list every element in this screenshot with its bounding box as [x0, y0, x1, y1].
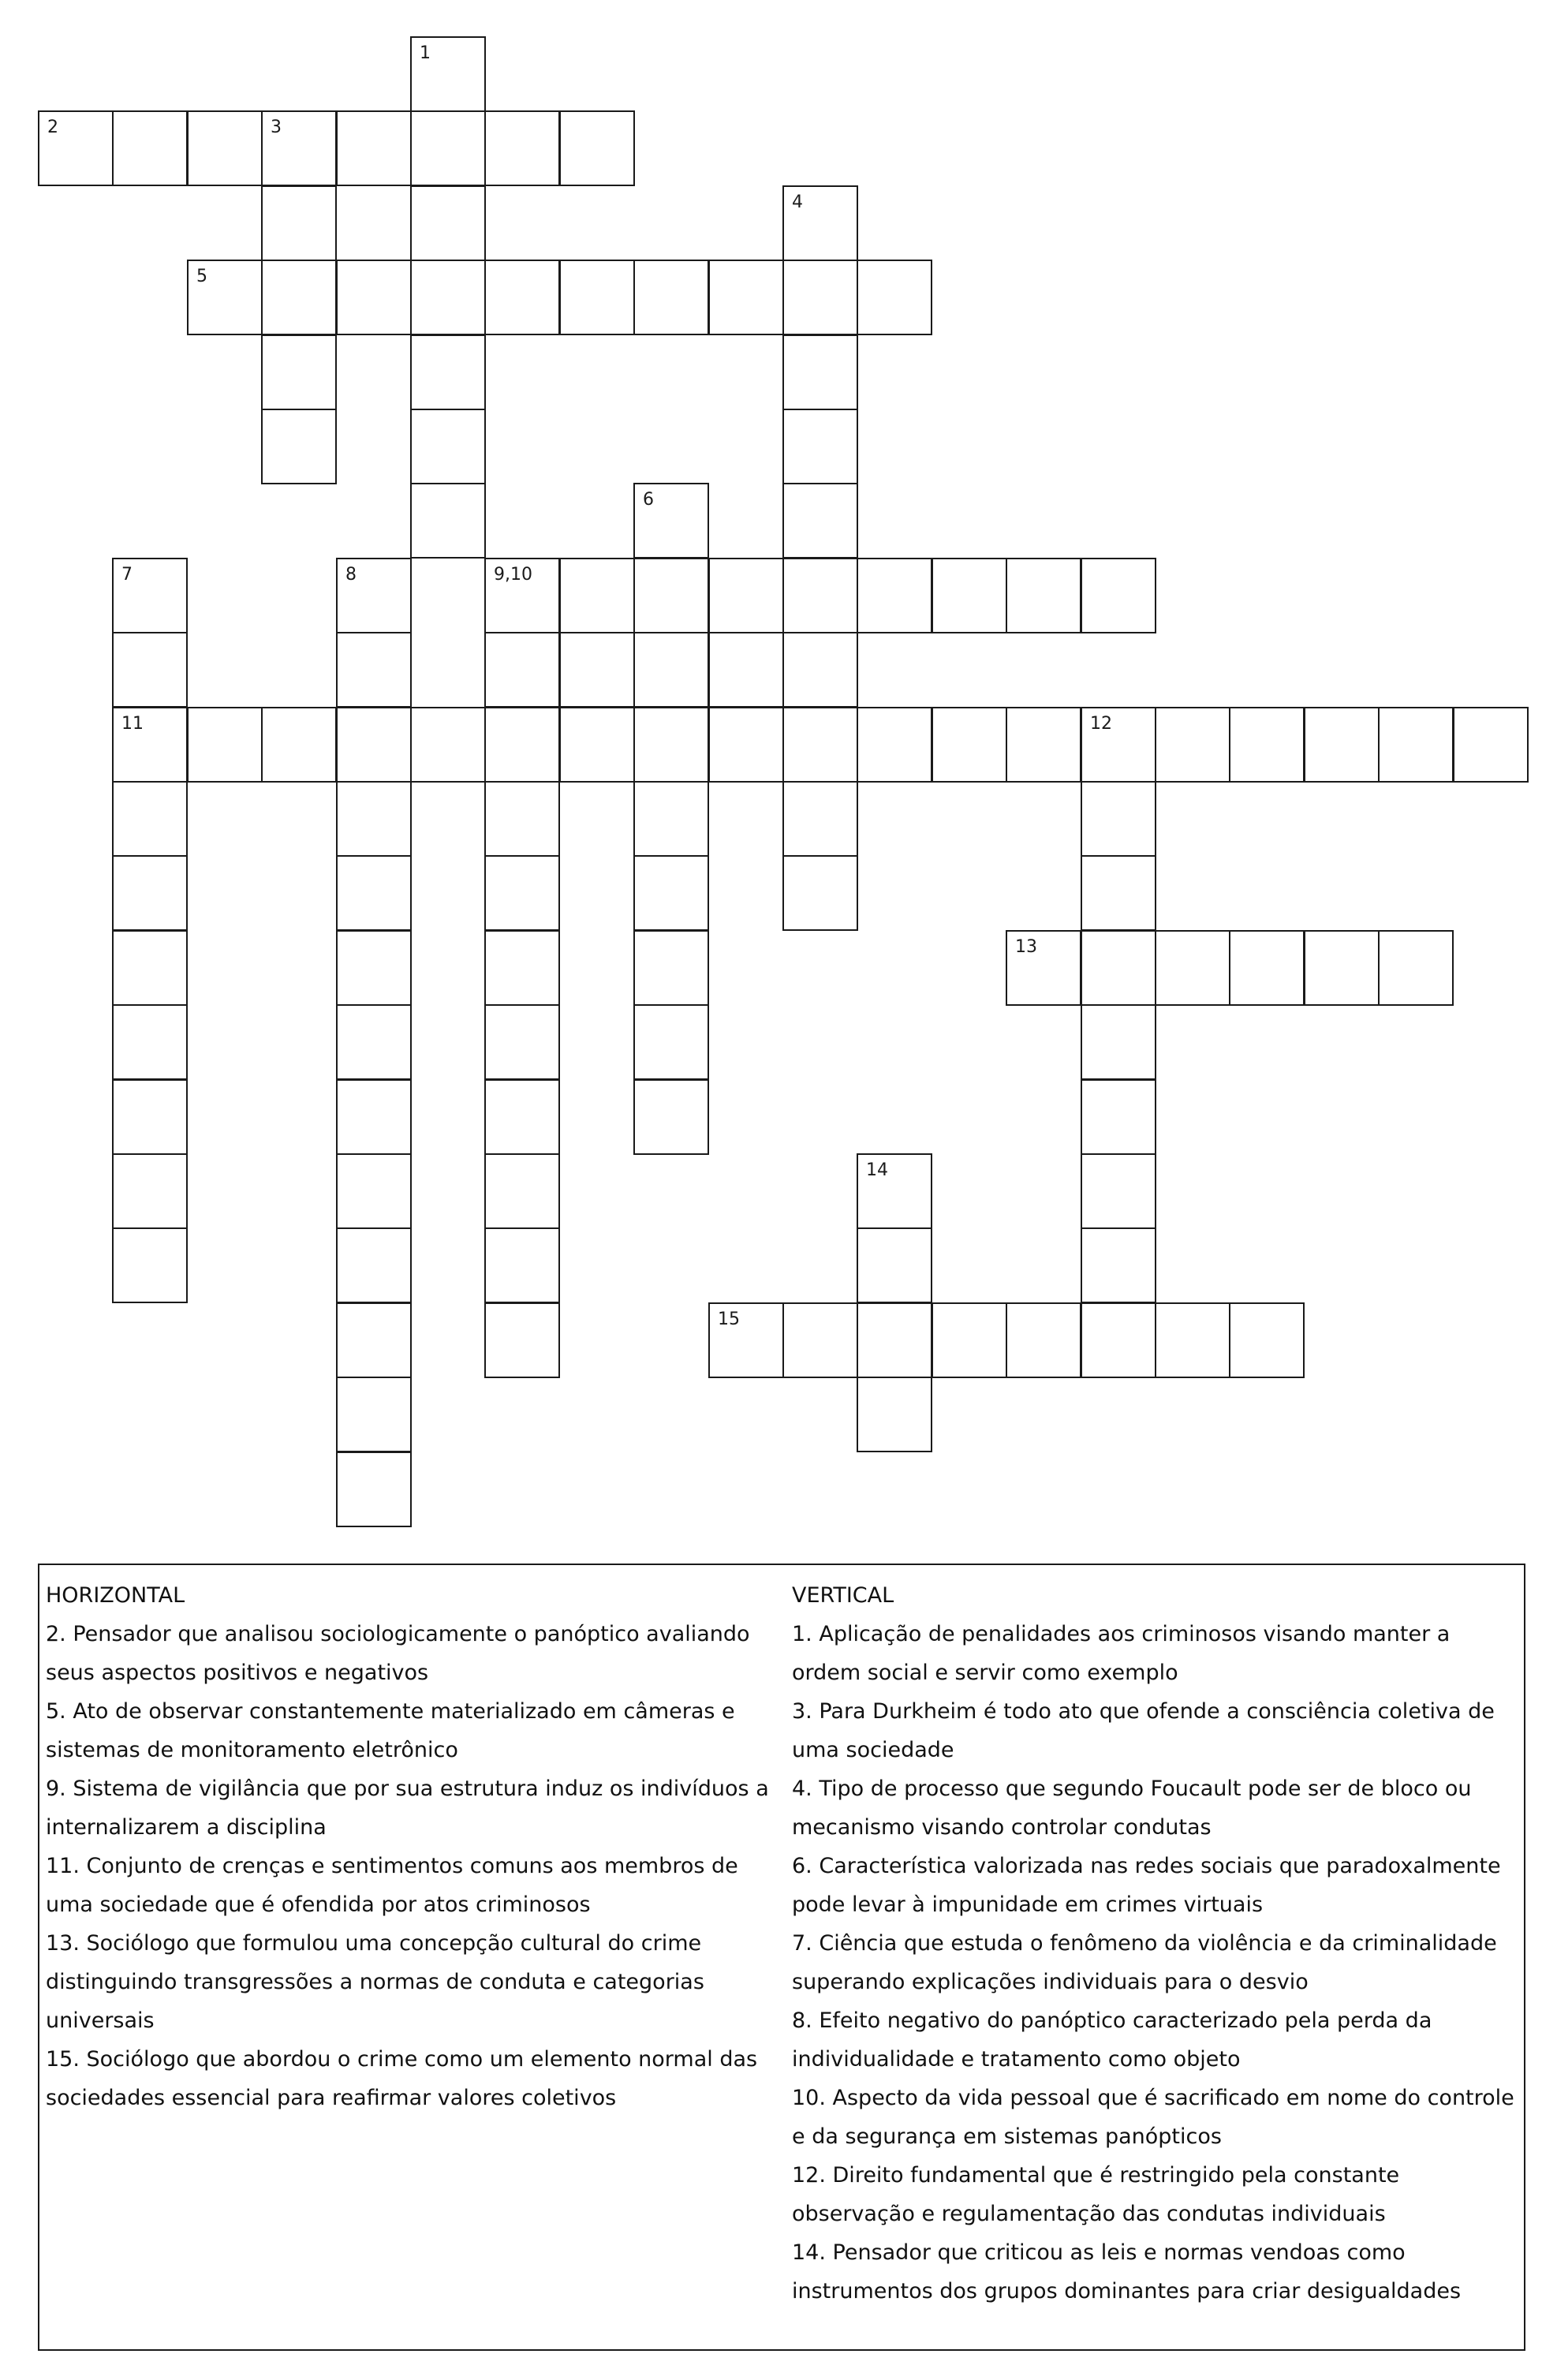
grid-cell[interactable] [410, 409, 486, 484]
clue-v-1: 1. Aplicação de penalidades aos criminosos visando manter a ordem social e servir como exemplo [792, 1622, 1451, 1685]
grid-cell[interactable] [708, 558, 784, 633]
grid-cell[interactable] [1006, 930, 1081, 1006]
grid-cell[interactable] [261, 707, 337, 783]
grid-cell[interactable] [559, 632, 635, 708]
grid-cell[interactable] [708, 707, 784, 783]
clue-number: 4 [792, 192, 803, 212]
grid-cell[interactable] [1453, 707, 1529, 783]
grid-cell[interactable] [782, 334, 858, 410]
grid-cell[interactable] [782, 781, 858, 857]
grid-cell[interactable] [261, 334, 337, 410]
grid-cell[interactable] [410, 260, 486, 335]
grid-cell[interactable] [1378, 707, 1454, 783]
grid-cell[interactable] [112, 855, 188, 931]
grid-cell[interactable] [1081, 1227, 1156, 1303]
clue-v-10: 10. Aspecto da vida pessoal que é sacrificado em nome do controle e da segurança em sistemas panópticos [792, 2086, 1514, 2149]
grid-cell[interactable] [1081, 707, 1156, 783]
grid-cell[interactable] [857, 260, 932, 335]
grid-cell[interactable] [484, 1079, 560, 1155]
grid-cell[interactable] [484, 781, 560, 857]
grid-cell[interactable] [559, 110, 635, 186]
grid-cell[interactable] [187, 110, 263, 186]
clue-v-14: 14. Pensador que criticou as leis e normas vendoas como instrumentos dos grupos dominantes para criar desigualdades [792, 2240, 1462, 2303]
grid-cell[interactable] [782, 185, 858, 261]
grid-cell[interactable] [410, 110, 486, 186]
grid-cell[interactable] [932, 558, 1007, 633]
grid-cell[interactable] [484, 1302, 560, 1378]
grid-cell[interactable] [261, 110, 337, 186]
grid-cell[interactable] [1081, 1004, 1156, 1080]
grid-cell[interactable] [559, 260, 635, 335]
grid-cell[interactable] [484, 930, 560, 1006]
clue-number: 14 [866, 1160, 888, 1180]
clue-h-2: 2. Pensador que analisou sociologicamente o panóptico avaliando seus aspectos positivos e negativos [46, 1622, 750, 1685]
grid-cell[interactable] [633, 1079, 709, 1155]
grid-cell[interactable] [484, 1004, 560, 1080]
grid-cell[interactable] [336, 1079, 412, 1155]
grid-cell[interactable] [261, 185, 337, 261]
grid-cell[interactable] [633, 483, 709, 559]
grid-cell[interactable] [112, 558, 188, 633]
grid-cell[interactable] [559, 558, 635, 633]
clue-h-5: 5. Ato de observar constantemente materializado em câmeras e sistemas de monitoramento eletrônico [46, 1699, 735, 1762]
grid-cell[interactable] [1006, 707, 1081, 783]
clue-number: 8 [345, 565, 357, 585]
grid-cell[interactable] [633, 558, 709, 633]
grid-cell[interactable] [336, 1153, 412, 1229]
grid-cell[interactable] [633, 855, 709, 931]
grid-cell[interactable] [1229, 930, 1305, 1006]
grid-cell[interactable] [112, 1153, 188, 1229]
grid-cell[interactable] [410, 483, 486, 559]
grid-cell[interactable] [336, 930, 412, 1006]
clue-h-13: 13. Sociólogo que formulou uma concepção cultural do crime distinguindo transgressões a normas de conduta e categorias universais [46, 1931, 704, 2033]
clue-number: 5 [196, 267, 207, 286]
grid-cell[interactable] [782, 409, 858, 484]
clues-box [38, 1564, 1525, 2351]
grid-cell[interactable] [112, 930, 188, 1006]
grid-cell[interactable] [633, 260, 709, 335]
grid-cell[interactable] [708, 260, 784, 335]
grid-cell[interactable] [782, 855, 858, 931]
clue-number: 9,10 [494, 565, 532, 585]
grid-cell[interactable] [857, 1302, 932, 1378]
grid-cell[interactable] [410, 185, 486, 261]
vertical-clues-column [792, 1576, 1525, 2311]
grid-cell[interactable] [336, 707, 412, 783]
clue-number: 12 [1090, 714, 1112, 734]
grid-cell[interactable] [782, 632, 858, 708]
grid-cell[interactable] [857, 558, 932, 633]
grid-cell[interactable] [484, 110, 560, 186]
clue-v-4: 4. Tipo de processo que segundo Foucault pode ser de bloco ou mecanismo visando controlar condutas [792, 1777, 1472, 1840]
grid-cell[interactable] [1378, 930, 1454, 1006]
grid-cell[interactable] [633, 1004, 709, 1080]
grid-cell[interactable] [1081, 855, 1156, 931]
grid-cell[interactable] [1006, 1302, 1081, 1378]
grid-cell[interactable] [112, 707, 188, 783]
clue-number: 6 [643, 490, 654, 510]
grid-cell[interactable] [782, 1302, 858, 1378]
grid-cell[interactable] [484, 1153, 560, 1229]
grid-cell[interactable] [484, 260, 560, 335]
grid-cell[interactable] [336, 260, 412, 335]
grid-cell[interactable] [112, 781, 188, 857]
grid-cell[interactable] [932, 1302, 1007, 1378]
grid-cell[interactable] [1155, 1302, 1230, 1378]
grid-cell[interactable] [336, 1227, 412, 1303]
grid-cell[interactable] [261, 409, 337, 484]
grid-cell[interactable] [112, 1227, 188, 1303]
clue-number: 15 [718, 1310, 740, 1329]
grid-cell[interactable] [187, 260, 263, 335]
grid-cell[interactable] [1006, 558, 1081, 633]
clue-number: 2 [47, 118, 58, 137]
grid-cell[interactable] [782, 707, 858, 783]
grid-cell[interactable] [336, 1377, 412, 1452]
grid-cell[interactable] [336, 632, 412, 708]
grid-cell[interactable] [1081, 1302, 1156, 1378]
grid-cell[interactable] [484, 1227, 560, 1303]
clue-v-3: 3. Para Durkheim é todo ato que ofende a consciência coletiva de uma sociedade [792, 1699, 1495, 1762]
grid-cell[interactable] [857, 1153, 932, 1229]
clue-number: 1 [420, 43, 431, 63]
grid-cell[interactable] [857, 707, 932, 783]
grid-cell[interactable] [1155, 707, 1230, 783]
horizontal-clues-column [46, 1576, 779, 2117]
grid-cell[interactable] [112, 1004, 188, 1080]
grid-cell[interactable] [336, 855, 412, 931]
grid-cell[interactable] [633, 930, 709, 1006]
grid-cell[interactable] [857, 1227, 932, 1303]
grid-cell[interactable] [633, 707, 709, 783]
grid-cell[interactable] [484, 855, 560, 931]
clue-number: 7 [121, 565, 133, 585]
grid-cell[interactable] [1155, 930, 1230, 1006]
grid-cell[interactable] [336, 1302, 412, 1378]
grid-cell[interactable] [1081, 781, 1156, 857]
grid-cell[interactable] [38, 110, 114, 186]
grid-cell[interactable] [336, 1452, 412, 1527]
grid-cell[interactable] [559, 707, 635, 783]
grid-cell[interactable] [782, 260, 858, 335]
clue-h-9: 9. Sistema de vigilância que por sua estrutura induz os indivíduos a internalizarem a disciplina [46, 1777, 769, 1840]
vertical-title: VERTICAL [792, 1583, 894, 1608]
grid-cell[interactable] [410, 334, 486, 410]
grid-cell[interactable] [112, 1079, 188, 1155]
grid-cell[interactable] [1304, 707, 1380, 783]
grid-cell[interactable] [633, 632, 709, 708]
clue-v-6: 6. Característica valorizada nas redes sociais que paradoxalmente pode levar à impunidade em crimes virtuais [792, 1854, 1501, 1917]
grid-cell[interactable] [112, 632, 188, 708]
grid-cell[interactable] [1081, 558, 1156, 633]
grid-cell[interactable] [336, 1004, 412, 1080]
grid-cell[interactable] [336, 558, 412, 633]
grid-cell[interactable] [1081, 1153, 1156, 1229]
grid-cell[interactable] [484, 558, 560, 633]
grid-cell[interactable] [1081, 1079, 1156, 1155]
horizontal-title: HORIZONTAL [46, 1583, 185, 1608]
clue-h-11: 11. Conjunto de crenças e sentimentos comuns aos membros de uma sociedade que é ofendida por atos criminosos [46, 1854, 738, 1917]
clue-h-15: 15. Sociólogo que abordou o crime como um elemento normal das sociedades essencial para reafirmar valores coletivos [46, 2047, 758, 2110]
grid-cell[interactable] [484, 632, 560, 708]
grid-cell[interactable] [336, 781, 412, 857]
grid-cell[interactable] [708, 632, 784, 708]
grid-cell[interactable] [708, 1302, 784, 1378]
clue-v-12: 12. Direito fundamental que é restringido pela constante observação e regulamentação das condutas individuais [792, 2163, 1400, 2226]
grid-cell[interactable] [782, 558, 858, 633]
grid-cell[interactable] [1081, 930, 1156, 1006]
grid-cell[interactable] [484, 707, 560, 783]
grid-cell[interactable] [1304, 930, 1380, 1006]
grid-cell[interactable] [410, 707, 486, 783]
grid-cell[interactable] [187, 707, 263, 783]
grid-cell[interactable] [336, 110, 412, 186]
clue-number: 13 [1015, 937, 1037, 957]
grid-cell[interactable] [1229, 1302, 1305, 1378]
clue-number: 11 [121, 714, 144, 734]
clue-number: 3 [271, 118, 282, 137]
grid-cell[interactable] [633, 781, 709, 857]
grid-cell[interactable] [782, 483, 858, 559]
grid-cell[interactable] [112, 110, 188, 186]
grid-cell[interactable] [410, 36, 486, 112]
clue-v-7: 7. Ciência que estuda o fenômeno da violência e da criminalidade superando explicações individuais para o desvio [792, 1931, 1497, 1994]
grid-cell[interactable] [1229, 707, 1305, 783]
grid-cell[interactable] [857, 1377, 932, 1452]
clue-v-8: 8. Efeito negativo do panóptico caracterizado pela perda da individualidade e tratamento como objeto [792, 2008, 1432, 2072]
grid-cell[interactable] [261, 260, 337, 335]
grid-cell[interactable] [932, 707, 1007, 783]
